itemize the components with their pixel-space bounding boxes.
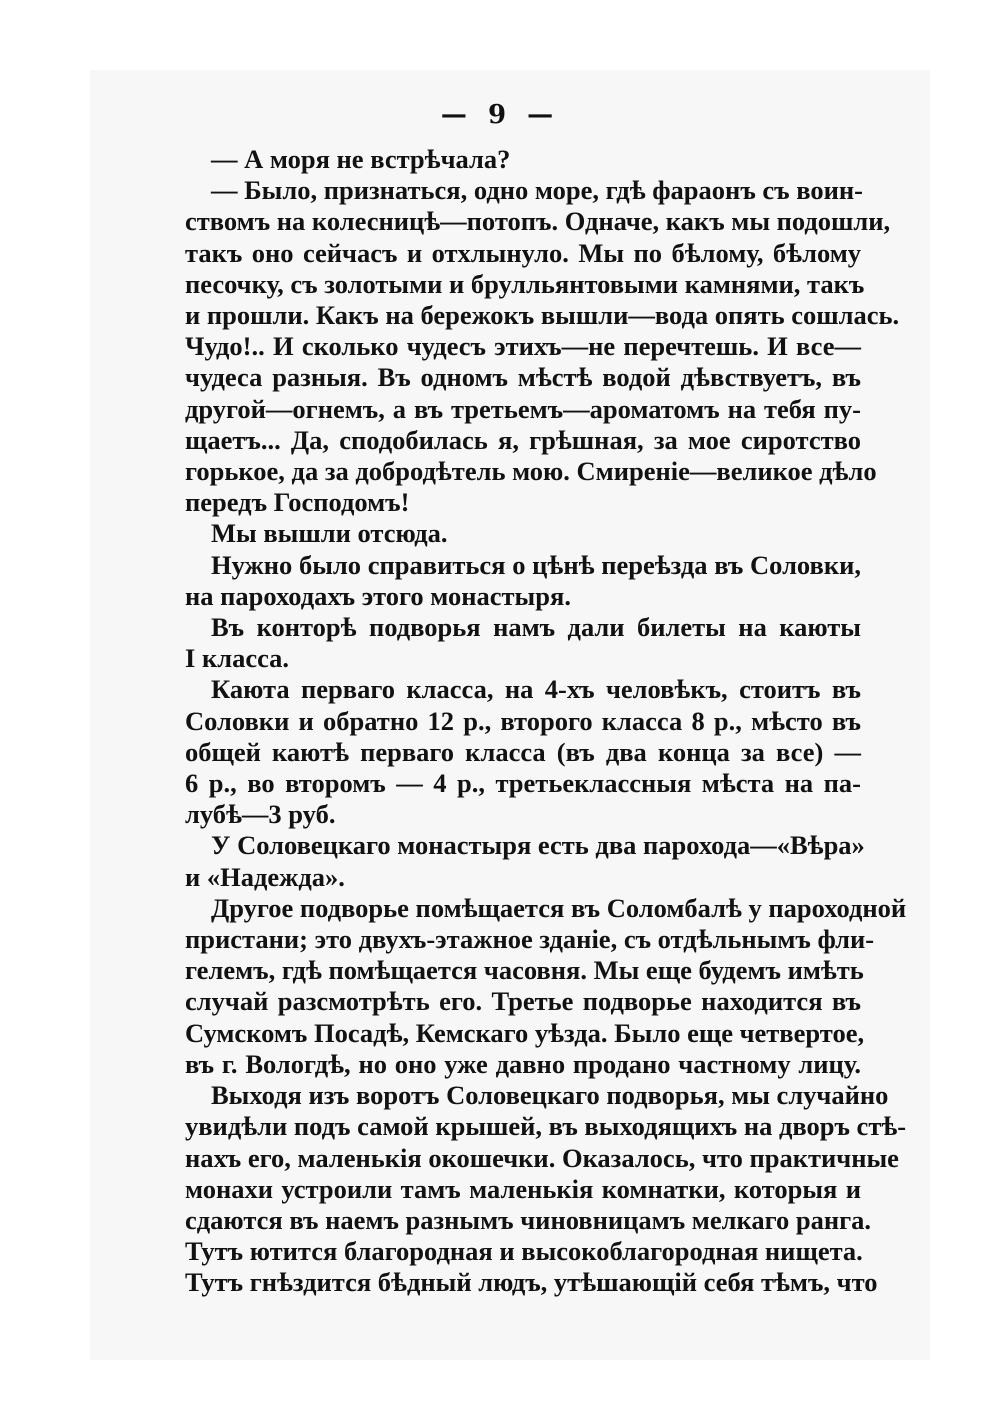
text-line: пристани; это двухъ-этажное зданіе, съ отдѣльнымъ фли- bbox=[185, 924, 875, 955]
page-number: — 9 — bbox=[440, 100, 560, 130]
text-line: горькое, да за добродѣтель мою. Смиреніе—великое дѣло bbox=[185, 456, 877, 487]
text-line: Чудо!.. И сколько чудесъ этихъ—не перечтешь. И все— bbox=[185, 331, 861, 362]
text-line: Сумскомъ Посадѣ, Кемскаго уѣзда. Было еще четвертое, bbox=[185, 1017, 865, 1048]
text-line: на пароходахъ этого монастыря. bbox=[185, 580, 571, 611]
text-line: чудеса разныя. Въ одномъ мѣстѣ водой дѣвствуетъ, въ bbox=[185, 362, 861, 393]
text-line: и «Надежда». bbox=[185, 861, 345, 892]
text-line: Тутъ гнѣздится бѣдный людъ, утѣшающій себя тѣмъ, что bbox=[185, 1267, 878, 1298]
text-line: — Было, признаться, одно море, гдѣ фараонъ съ воин- bbox=[211, 175, 863, 206]
text-line: въ г. Вологдѣ, но оно уже давно продано частному лицу. bbox=[185, 1048, 861, 1079]
text-line: сдаются въ наемъ разнымъ чиновницамъ мелкаго ранга. bbox=[185, 1204, 872, 1235]
text-line: и прошли. Какъ на бережокъ вышли—вода опять сошлась. bbox=[185, 300, 900, 331]
text-line: У Соловецкаго монастыря есть два парохода—«Вѣра» bbox=[211, 830, 865, 861]
text-line: ствомъ на колесницѣ—потопъ. Одначе, какъ мы подошли, bbox=[185, 206, 891, 237]
text-line: общей каютѣ перваго класса (въ два конца за все) — bbox=[185, 736, 861, 767]
text-line: гелемъ, гдѣ помѣщается часовня. Мы еще будемъ имѣть bbox=[185, 955, 864, 986]
text-line: другой—огнемъ, а въ третьемъ—ароматомъ на тебя пу- bbox=[185, 393, 861, 424]
text-line: случай разсмотрѣть его. Третье подворье находится въ bbox=[185, 986, 861, 1017]
text-line: 6 р., во второмъ — 4 р., третьеклассныя мѣста на па- bbox=[185, 768, 861, 799]
text-line: увидѣли подъ самой крышей, въ выходящихъ на дворъ стѣ- bbox=[185, 1111, 907, 1142]
text-line: Тутъ ютится благородная и высокоблагородная нищета. bbox=[185, 1236, 863, 1267]
text-line: Каюта перваго класса, на 4-хъ человѣкъ, стоитъ въ bbox=[211, 674, 861, 705]
text-line: монахи устроили тамъ маленькія комнатки, которыя и bbox=[185, 1173, 861, 1204]
text-line: лубѣ—3 руб. bbox=[185, 799, 336, 830]
text-line: Другое подворье помѣщается въ Соломбалѣ у пароходной bbox=[211, 892, 907, 923]
text-line: Выходя изъ воротъ Соловецкаго подворья, мы случайно bbox=[211, 1080, 889, 1111]
text-line: песочку, съ золотыми и брулльянтовыми камнями, такъ bbox=[185, 268, 865, 299]
text-line: такъ оно сейчасъ и отхлынуло. Мы по бѣлому, бѣлому bbox=[185, 237, 861, 268]
text-line: нахъ его, маленькія окошечки. Оказалось, что практичные bbox=[185, 1142, 899, 1173]
text-line: передъ Господомъ! bbox=[185, 487, 410, 518]
text-line: Соловки и обратно 12 р., второго класса 8 р., мѣсто въ bbox=[185, 705, 861, 736]
text-line: — А моря не встрѣчала? bbox=[211, 144, 511, 174]
text-line: Нужно было справиться о цѣнѣ переѣзда въ Соловки, bbox=[211, 549, 861, 580]
text-line: Мы вышли отсюда. bbox=[211, 518, 448, 549]
text-line: щаетъ... Да, сподобилась я, грѣшная, за мое сиротство bbox=[185, 424, 861, 455]
body-text bbox=[185, 144, 907, 1299]
text-line: I класса. bbox=[185, 643, 290, 674]
text-line: Въ конторѣ подворья намъ дали билеты на каюты bbox=[211, 612, 861, 643]
